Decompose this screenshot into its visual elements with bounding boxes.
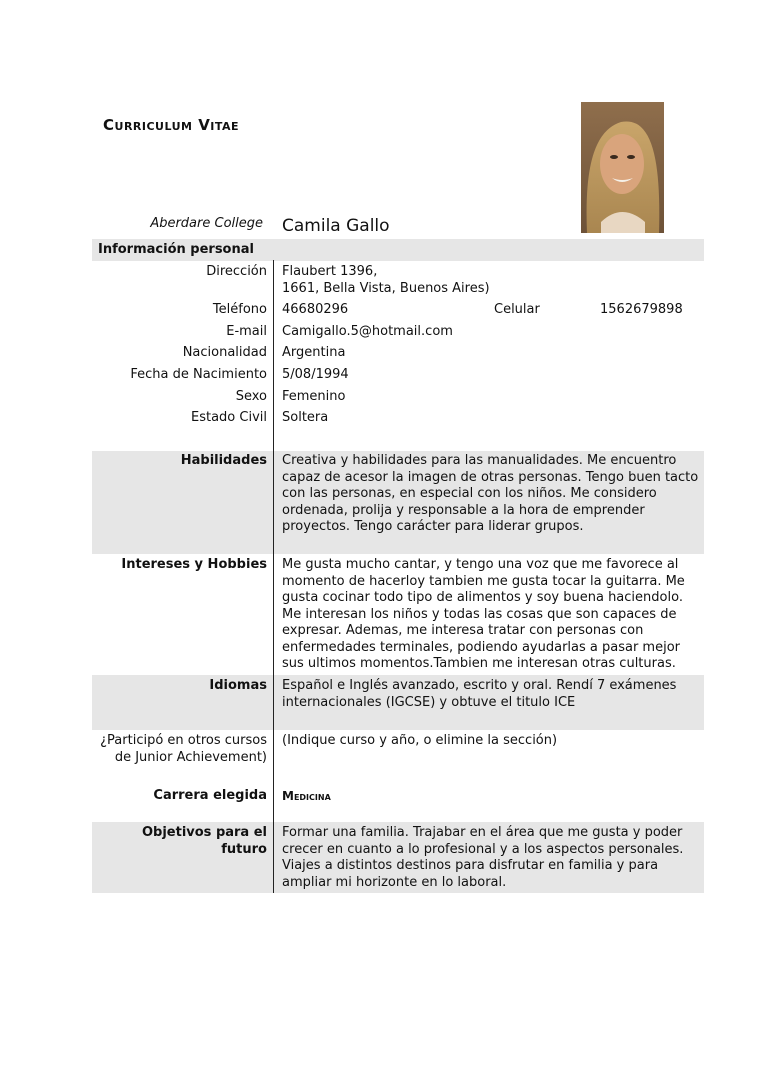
email-value: Camigallo.5@hotmail.com <box>282 324 453 339</box>
sex-value: Femenino <box>282 389 346 404</box>
address-line2: 1661, Bella Vista, Buenos Aires) <box>282 281 490 296</box>
document-title: Curriculum Vitae <box>103 116 240 134</box>
phone-value: 46680296 <box>282 302 349 317</box>
civil-status-value: Soltera <box>282 410 329 425</box>
interests-label: Intereses y Hobbies <box>121 557 267 572</box>
portrait-image <box>581 102 664 233</box>
birthdate-value: 5/08/1994 <box>282 367 349 382</box>
address-label: Dirección <box>206 264 267 279</box>
mobile-label: Celular <box>494 302 540 317</box>
column-divider <box>273 260 274 893</box>
ja-text: (Indique curso y año, o elimine la sección) <box>282 733 558 748</box>
languages-text: Español e Inglés avanzado, escrito y oral. Rendí 7 exámenes internacionales (IGCSE) y obtuve el titulo ICE <box>282 678 677 710</box>
ja-label-line2: de Junior Achievement) <box>114 750 267 765</box>
ja-label-line1: ¿Participó en otros cursos <box>100 733 267 748</box>
birthdate-label: Fecha de Nacimiento <box>130 367 267 382</box>
mobile-value: 1562679898 <box>600 302 683 317</box>
profile-photo <box>581 102 664 233</box>
candidate-name: Camila Gallo <box>282 216 390 236</box>
career-label: Carrera elegida <box>153 788 267 803</box>
nationality-value: Argentina <box>282 345 346 360</box>
nationality-label: Nacionalidad <box>182 345 267 360</box>
languages-label: Idiomas <box>209 678 267 693</box>
address-line1: Flaubert 1396, <box>282 264 378 279</box>
goals-text: Formar una familia. Trajabar en el área que me gusta y poder crecer en cuanto a lo profesional y a los aspectos personales. Viajes a distintos destinos para disfrutar en familia y para ampliar mi horizonte en lo laboral. <box>282 825 684 890</box>
interests-text: Me gusta mucho cantar, y tengo una voz que me favorece al momento de hacerloy tambien me gusta tocar la guitarra. Me gusta cocinar todo tipo de alimentos y soy buena haciendolo. Me interesan los niños y todas las cosas que son capaces de expresar. Ademas, me interesa tratar con personas con enfermedades terminales, podiendo ayudarlas a pasar mejor sus ultimos momentos.Tambien me interesan otras culturas. <box>282 557 685 671</box>
skills-text: Creativa y habilidades para las manualidades. Me encuentro capaz de acesor la imagen de otras personas. Tengo buen tacto con las personas, en especial con los niños. Me considero ordenada, prolija y responsable a la hora de emprender proyectos. Tengo carácter para liderar grupos. <box>282 453 699 534</box>
organization-name: Aberdare College <box>150 216 263 231</box>
goals-label: Objetivos para el futuro <box>141 825 267 857</box>
email-label: E-mail <box>226 324 267 339</box>
skills-label: Habilidades <box>180 453 267 468</box>
section-personal-info: Información personal <box>92 239 704 261</box>
phone-label: Teléfono <box>212 302 267 317</box>
career-value: Medicina <box>282 789 331 803</box>
sex-label: Sexo <box>235 389 267 404</box>
civil-status-label: Estado Civil <box>191 410 267 425</box>
